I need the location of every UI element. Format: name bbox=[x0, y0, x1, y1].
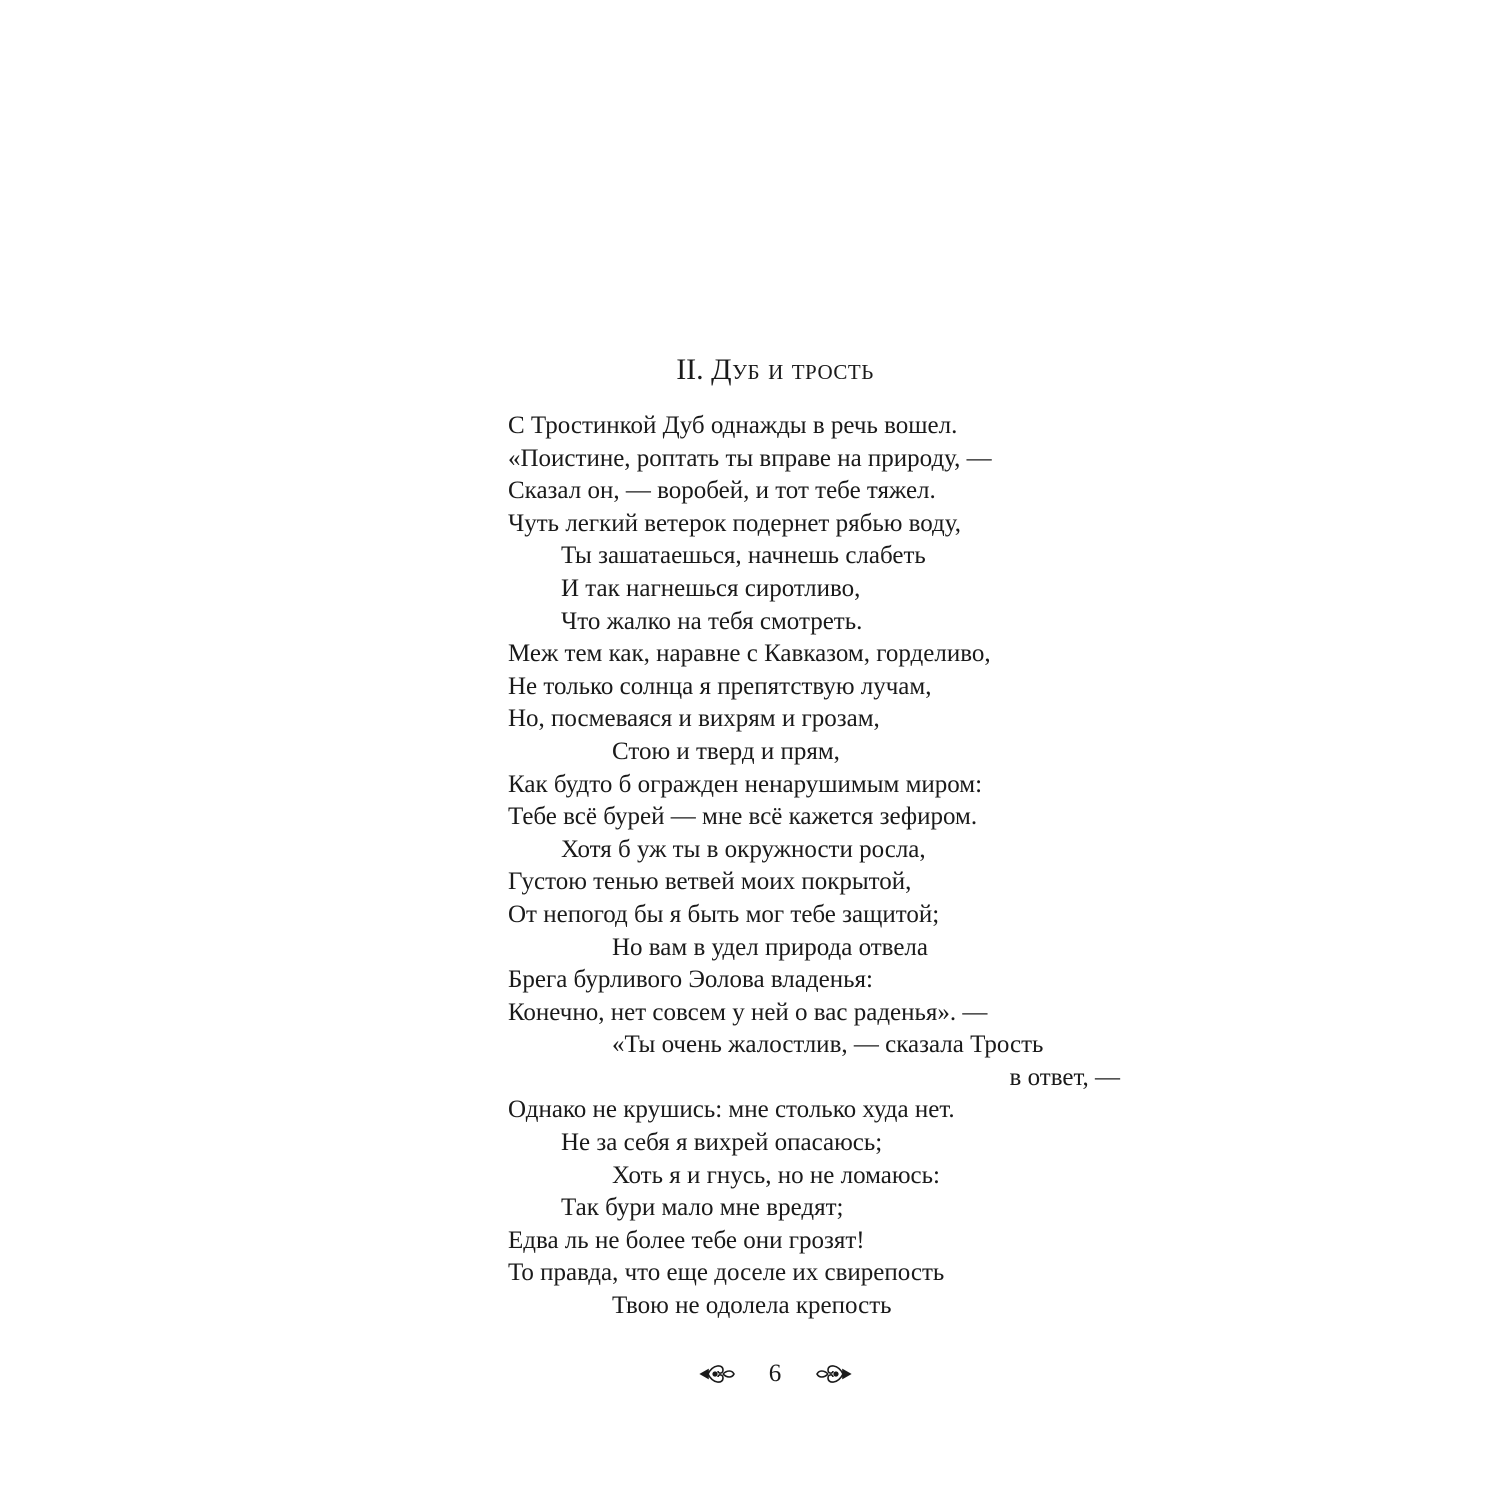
poem-title bbox=[0, 348, 1500, 392]
poem-line: Как будто б огражден ненарушимым миром: bbox=[508, 770, 983, 798]
poem-line: Что жалко на тебя смотреть. bbox=[561, 607, 863, 635]
poem-line: Ты зашатаешься, начнешь слабеть bbox=[561, 542, 926, 570]
poem-line: в ответ, — bbox=[1009, 1063, 1120, 1091]
poem-line: Но вам в удел природа отвела bbox=[612, 933, 928, 961]
poem-line: Едва ль не более тебе они грозят! bbox=[508, 1226, 865, 1254]
poem-line: Меж тем как, наравне с Кавказом, горделиво, bbox=[508, 640, 991, 668]
poem-line: «Поистине, роптать ты вправе на природу, — bbox=[508, 444, 992, 472]
poem-line: То правда, что еще доселе их свирепость bbox=[508, 1259, 945, 1287]
poem-line: Конечно, нет совсем у ней о вас раденья». — bbox=[508, 998, 988, 1026]
poem-line: Хоть я и гнусь, но не ломаюсь: bbox=[612, 1161, 940, 1189]
poem-line: Однако не крушись: мне столько худа нет. bbox=[508, 1096, 955, 1124]
poem-line: Чуть легкий ветерок подернет рябью воду, bbox=[508, 509, 962, 537]
poem-line: И так нагнешься сиротливо, bbox=[561, 574, 861, 602]
poem-line: Хотя б уж ты в окружности росла, bbox=[561, 835, 926, 863]
poem-line: Так бури мало мне вредят; bbox=[561, 1194, 844, 1222]
poem-line: Сказал он, — воробей, и тот тебе тяжел. bbox=[508, 477, 936, 505]
poem-line: Не за себя я вихрей опасаюсь; bbox=[561, 1129, 883, 1157]
poem-line: Не только солнца я препятствую лучам, bbox=[508, 672, 932, 700]
poem-line: Твою не одолела крепость bbox=[612, 1292, 892, 1320]
poem-line: Густою тенью ветвей моих покрытой, bbox=[508, 868, 912, 896]
title-numeral: II. bbox=[676, 353, 704, 386]
page-number: 6 bbox=[768, 1360, 782, 1388]
poem-line: Тебе всё бурей — мне всё кажется зефиром. bbox=[508, 803, 978, 831]
page-footer bbox=[0, 1355, 1500, 1392]
poem-line: «Ты очень жалостлив, — сказала Трость bbox=[612, 1031, 1044, 1059]
poem-line: Брега бурливого Эолова владенья: bbox=[508, 966, 873, 994]
poem-line: От непогод бы я быть мог тебе защитой; bbox=[508, 900, 940, 928]
poem-line: Но, посмеваяся и вихрям и грозам, bbox=[508, 705, 880, 733]
poem-line: Стою и тверд и прям, bbox=[612, 737, 840, 765]
title-text: Дуб и трость bbox=[711, 353, 874, 386]
poem-body bbox=[508, 410, 1148, 1323]
poem-line: С Тростинкой Дуб однажды в речь вошел. bbox=[508, 412, 958, 439]
flourish-left-icon bbox=[699, 1359, 737, 1389]
flourish-right-icon bbox=[814, 1359, 852, 1389]
